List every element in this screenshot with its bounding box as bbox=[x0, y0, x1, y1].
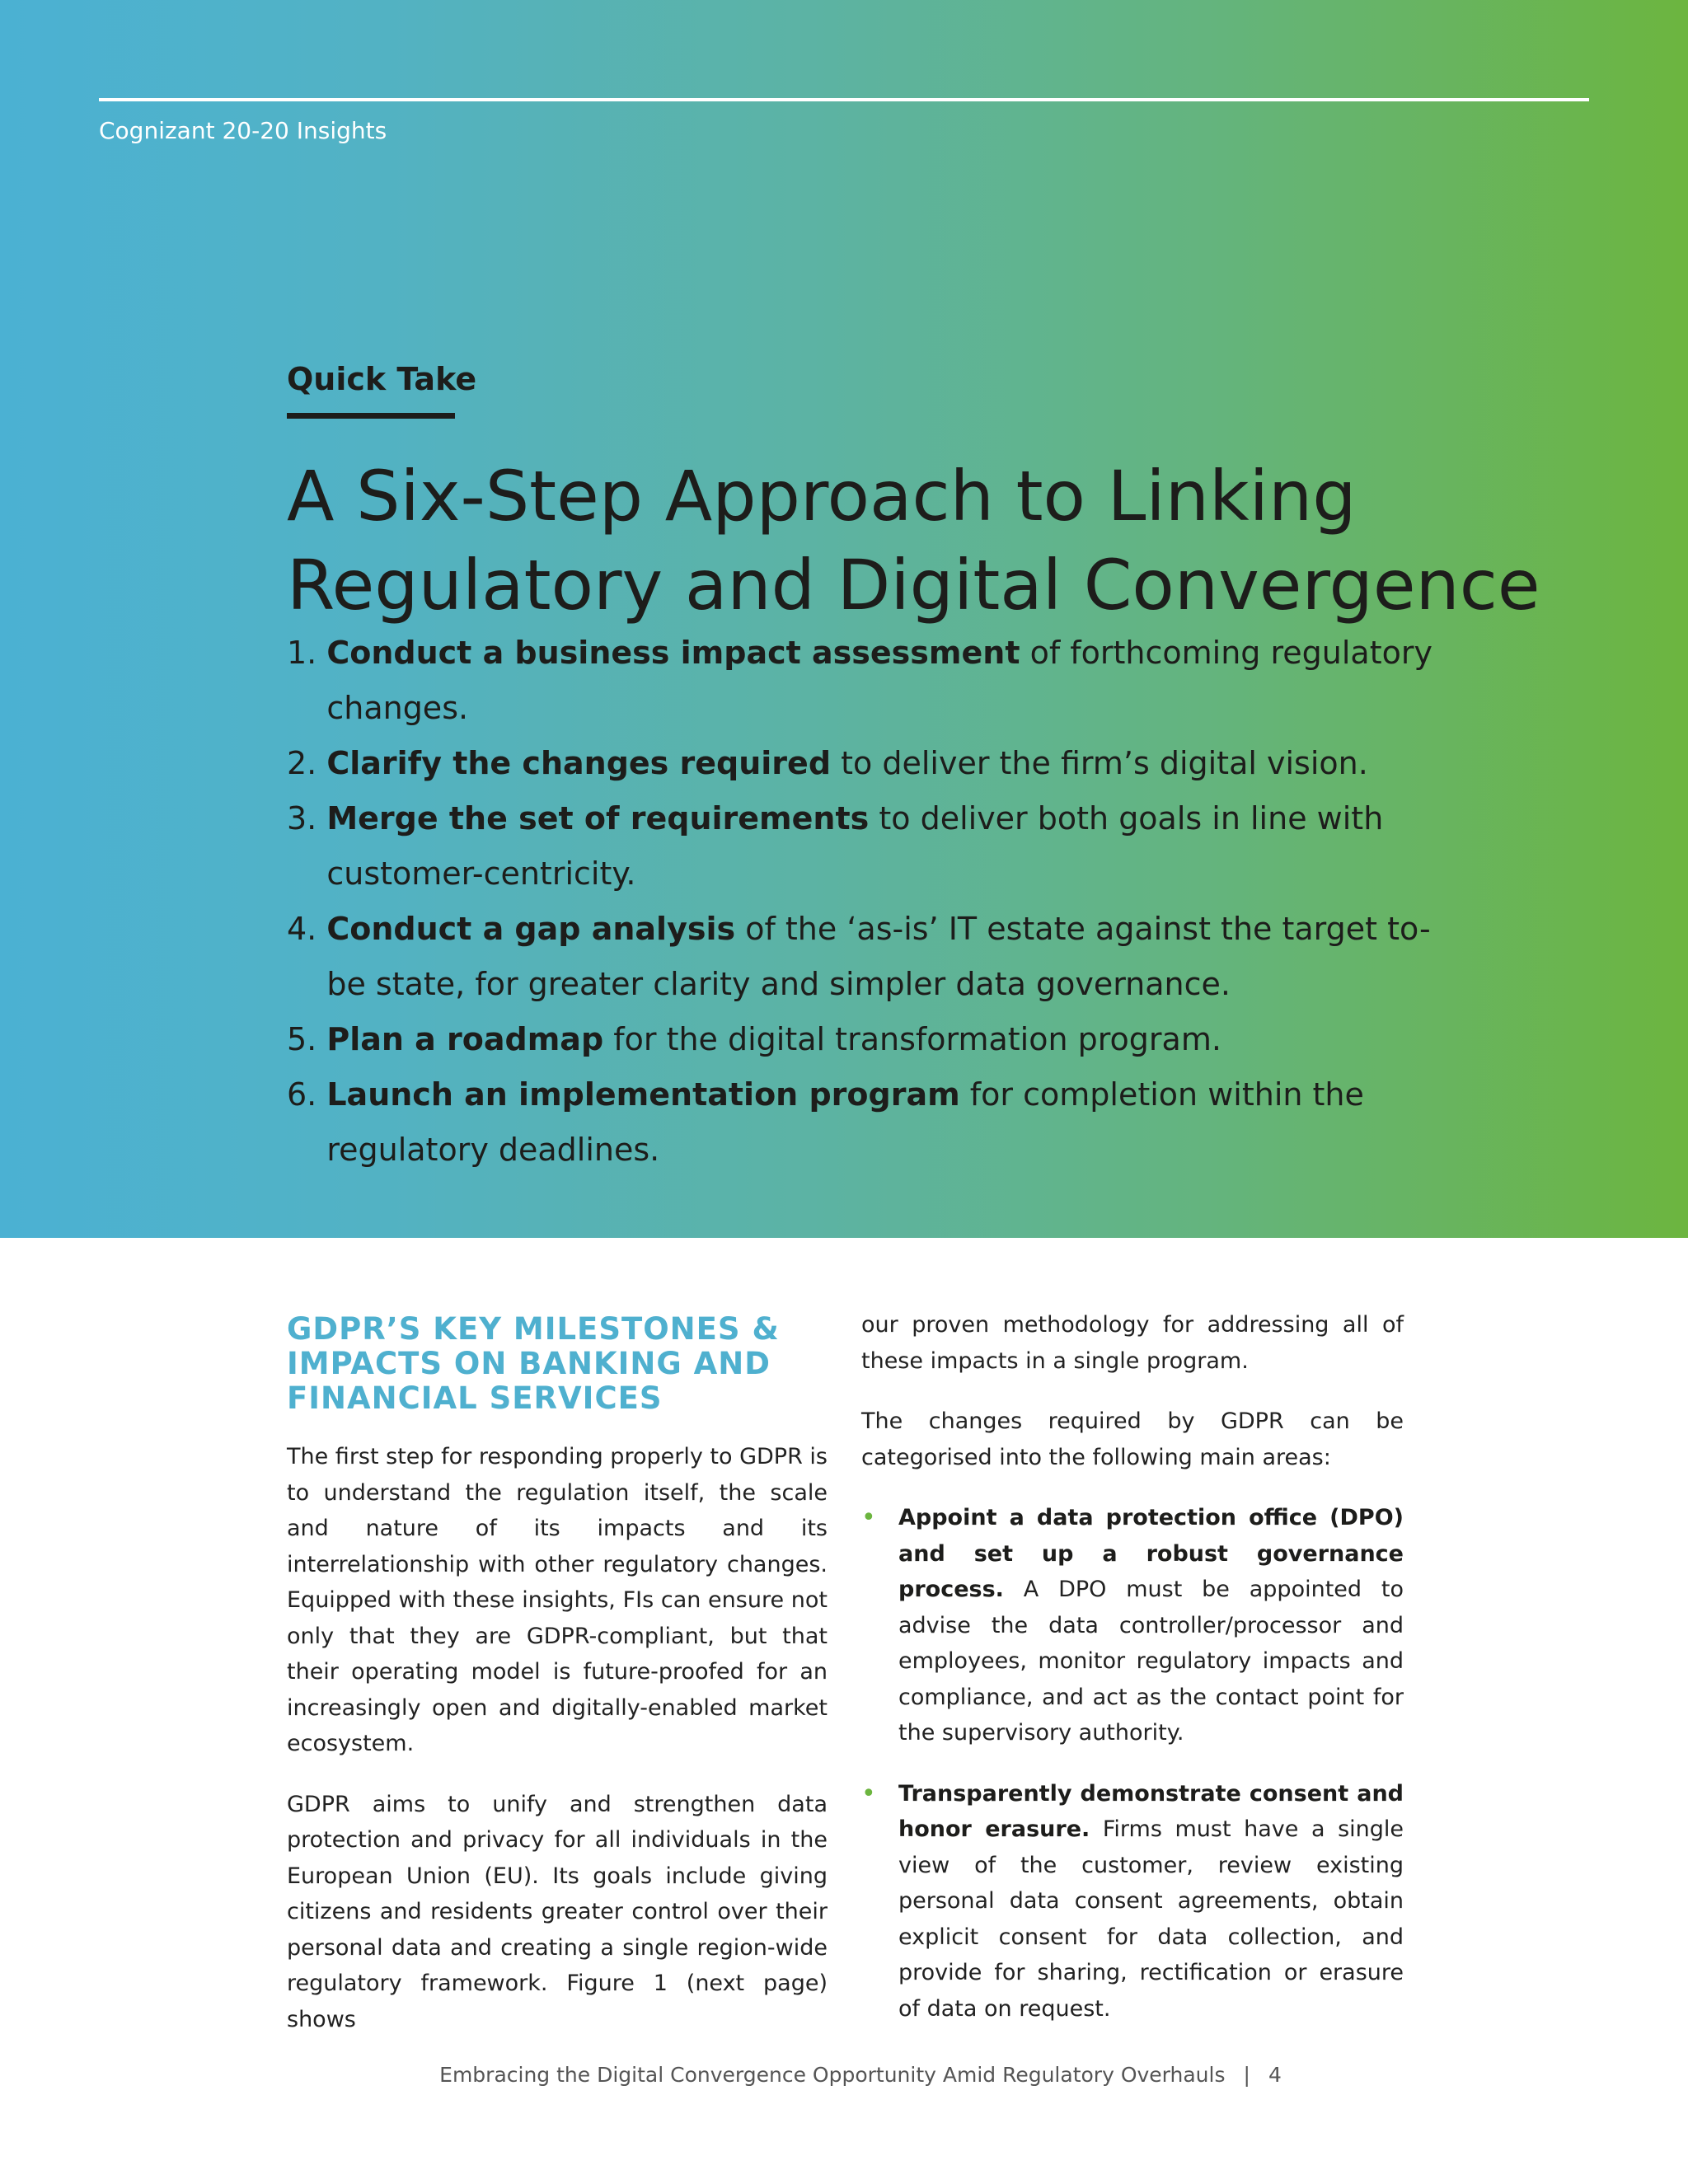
bullet-lead: Transparently demonstrate consent and honor erasure. bbox=[898, 1780, 1404, 1842]
bullet-text: A DPO must be appointed to advise the data controller/processor and employees, monitor regulatory impacts and compliance, and act as the contact point for the supervisory authority. bbox=[898, 1577, 1404, 1746]
step-bold: Plan a roadmap bbox=[326, 1021, 604, 1057]
step-number: 2. bbox=[287, 745, 327, 781]
step-number: 6. bbox=[287, 1076, 327, 1113]
six-step-list bbox=[287, 626, 1441, 1178]
body-paragraph: The first step for responding properly to GDPR is to understand the regulation itself, the scale and nature of its impacts and its interrelationship with other regulatory changes. Equipped with these insights, FIs can ensure not only that they are GDPR-compliant, but that their operating model is future-proofed for an increasingly open and digitally-enabled market ecosystem. bbox=[287, 1444, 828, 1756]
step-number: 1. bbox=[287, 635, 327, 671]
step-number: 5. bbox=[287, 1021, 327, 1057]
step-text bbox=[326, 1012, 1441, 1067]
step-bold: Launch an implementation program bbox=[326, 1076, 960, 1113]
step-rest: of forthcoming regulatory changes. bbox=[326, 635, 1432, 726]
brand-label: Cognizant 20-20 Insights bbox=[99, 117, 387, 144]
quick-take-title bbox=[287, 452, 1606, 630]
page-footer bbox=[0, 2063, 1688, 2087]
article-right-column bbox=[861, 1307, 1404, 2051]
step-rest: for completion within the regulatory deadlines. bbox=[326, 1076, 1364, 1168]
step-rest: of the ‘as-is’ IT estate against the target to-be state, for greater clarity and simpler data governance. bbox=[326, 911, 1431, 1002]
step-number: 4. bbox=[287, 911, 327, 947]
bullet-text: Firms must have a single view of the customer, review existing personal data consent agreements, obtain explicit consent for data collection, and provide for sharing, rectification or erasure of data on request. bbox=[898, 1816, 1404, 2022]
footer-separator: | bbox=[1243, 2063, 1250, 2087]
step-text bbox=[326, 902, 1441, 1012]
body-paragraph: GDPR aims to unify and strengthen data protection and privacy for all individuals in the European Union (EU). Its goals include giving citizens and residents greater control over their personal data and creating a single region-wide regulatory framework. Figure 1 (next page) shows bbox=[287, 1791, 828, 2032]
step-bold: Clarify the changes required bbox=[326, 745, 832, 781]
step-item bbox=[287, 626, 1441, 736]
bullet-icon: • bbox=[861, 1779, 876, 1808]
section-title: GDPR’S KEY MILESTONES & IMPACTS ON BANKING AND FINANCIAL SERVICES bbox=[287, 1311, 780, 1416]
article-left-column bbox=[287, 1312, 828, 2062]
bullet-item bbox=[861, 1776, 1404, 2027]
header-rule bbox=[99, 98, 1589, 101]
step-text bbox=[326, 626, 1441, 736]
body-paragraph: The changes required by GDPR can be categorised into the following main areas: bbox=[861, 1408, 1404, 1470]
step-rest: for the digital transformation program. bbox=[603, 1021, 1221, 1057]
quick-take-underline bbox=[287, 413, 455, 419]
step-bold: Conduct a gap analysis bbox=[326, 911, 736, 947]
step-text bbox=[326, 791, 1441, 902]
body-paragraph: our proven methodology for addressing all of these impacts in a single program. bbox=[861, 1312, 1404, 1374]
bullet-item bbox=[861, 1500, 1404, 1751]
gdpr-areas-list bbox=[861, 1500, 1404, 2027]
step-text bbox=[326, 1067, 1441, 1178]
bullet-lead: Appoint a data protection office (DPO) and set up a robust governance process. bbox=[898, 1505, 1404, 1602]
step-bold: Merge the set of requirements bbox=[326, 800, 870, 837]
quick-take-title-line: Regulatory and Digital Convergence bbox=[287, 545, 1540, 626]
step-item bbox=[287, 791, 1441, 902]
step-item bbox=[287, 736, 1441, 791]
footer-title: Embracing the Digital Convergence Opportunity Amid Regulatory Overhauls bbox=[439, 2063, 1226, 2087]
bullet-icon: • bbox=[861, 1503, 876, 1532]
step-number: 3. bbox=[287, 800, 327, 837]
page-number: 4 bbox=[1268, 2063, 1282, 2087]
step-rest: to deliver both goals in line with customer-centricity. bbox=[326, 800, 1384, 892]
quick-take-label: Quick Take bbox=[287, 361, 477, 397]
step-rest: to deliver the firm’s digital vision. bbox=[831, 745, 1368, 781]
step-item bbox=[287, 902, 1441, 1012]
step-item bbox=[287, 1067, 1441, 1178]
quick-take-title-line: A Six-Step Approach to Linking bbox=[287, 456, 1357, 537]
step-item bbox=[287, 1012, 1441, 1067]
step-bold: Conduct a business impact assessment bbox=[326, 635, 1020, 671]
step-text bbox=[326, 736, 1441, 791]
